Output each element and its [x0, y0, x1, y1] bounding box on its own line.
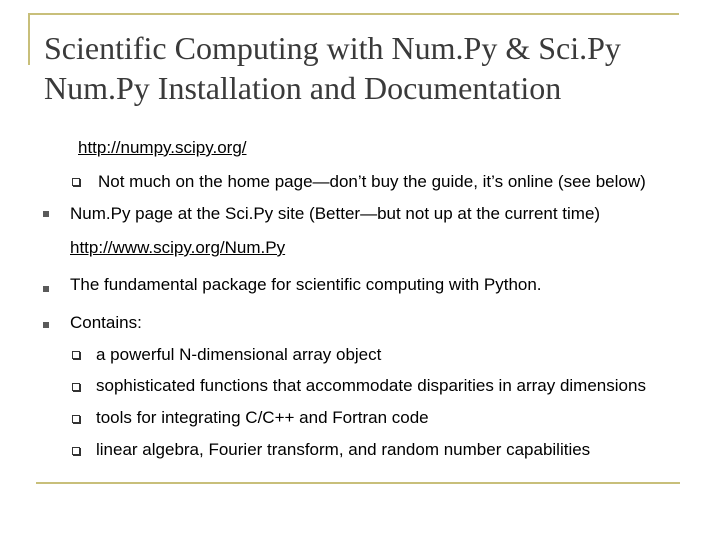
contains-item: a powerful N-dimensional array object: [96, 345, 382, 364]
title-line-2: Num.Py Installation and Documentation: [44, 70, 562, 106]
contains-item: linear algebra, Fourier transform, and random number capabilities: [96, 440, 591, 459]
bullet-text: Contains:: [70, 313, 142, 332]
scipy-numpy-link[interactable]: http://www.scipy.org/Num.Py: [70, 238, 286, 257]
bullet-text: The fundamental package for scientific computing with Python.: [70, 275, 542, 294]
sub-bullet-icon: [72, 447, 80, 455]
slide-title: [44, 28, 704, 108]
frame-top-rule: [28, 13, 679, 15]
frame-left-rule: [28, 13, 30, 65]
sub-bullet-text: Not much on the home page—don’t buy the guide, it’s online (see below): [98, 172, 646, 191]
title-line-1: Scientific Computing with Num.Py & Sci.Py: [44, 30, 621, 66]
sub-bullet-icon: [72, 415, 80, 423]
frame-bottom-rule: [36, 482, 680, 484]
sub-bullet-icon: [72, 383, 80, 391]
bullet-icon: [43, 286, 49, 292]
contains-item: sophisticated functions that accommodate disparities in array dimensions: [96, 376, 646, 395]
bullet-icon: [43, 211, 49, 217]
bullet-text: Num.Py page at the Sci.Py site (Better—but not up at the current time): [70, 204, 601, 223]
numpy-home-link[interactable]: http://numpy.scipy.org/: [78, 138, 247, 157]
bullet-icon: [43, 322, 49, 328]
contains-item: tools for integrating C/C++ and Fortran code: [96, 408, 429, 427]
sub-bullet-icon: [72, 351, 80, 359]
sub-bullet-icon: [72, 178, 80, 186]
